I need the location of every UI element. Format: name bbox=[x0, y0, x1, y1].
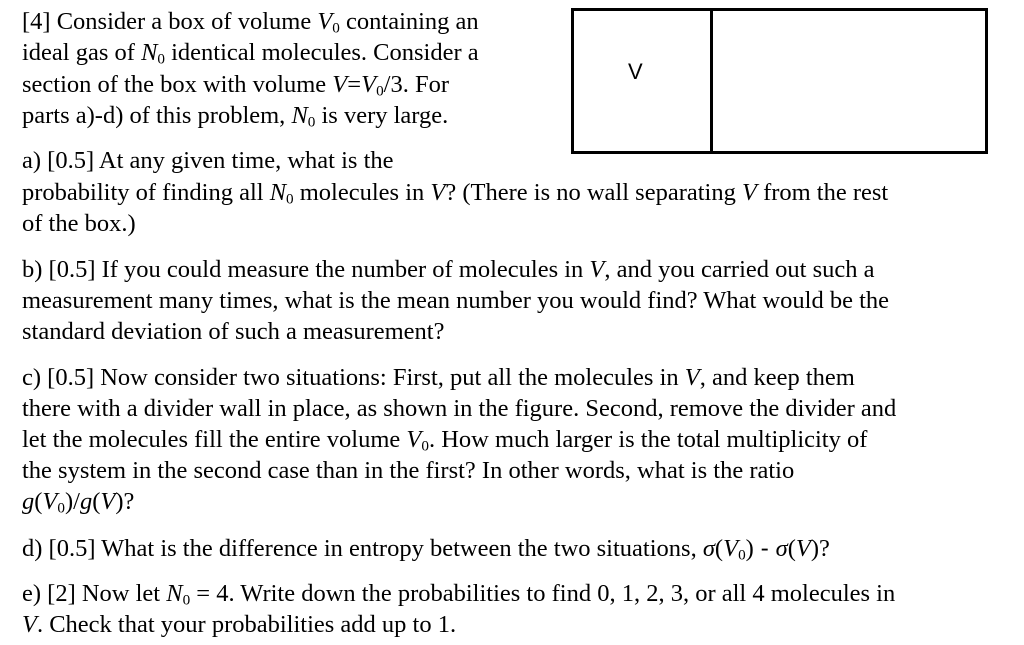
part-a-line-2: probability of finding all $N_0$ molecules in V? (There is no wall separating V from the rest bbox=[22, 179, 889, 208]
part-c-ratio: $g(V_0)/g(V)$? bbox=[22, 488, 135, 517]
figure-v-label: V bbox=[628, 59, 643, 84]
part-a-line-3: of the box.) bbox=[22, 210, 136, 237]
part-c-line-1: c) [0.5] Now consider two situations: First, put all the molecules in V, and keep them bbox=[22, 364, 855, 391]
part-c-line-2: there with a divider wall in place, as shown in the figure. Second, remove the divider and bbox=[22, 395, 897, 422]
part-e-line-1: e) [2] Now let $N_0 = 4$. Write down the probabilities to find 0, 1, 2, 3, or all 4 molecules in bbox=[22, 580, 896, 609]
part-c-line-4: the system in the second case than in the first? In other words, what is the ratio bbox=[22, 457, 795, 484]
part-d-line-1: d) [0.5] What is the difference in entropy between the two situations, $\sigma(V_0) - \sigma(V)$? bbox=[22, 535, 830, 564]
intro-line-2: ideal gas of $N_0$ identical molecules. Consider a bbox=[22, 39, 479, 68]
intro-line-1: [4] Consider a box of volume $V_0$ containing an bbox=[22, 8, 479, 37]
intro-line-4: parts a)-d) of this problem, $N_0$ is very large. bbox=[22, 102, 449, 131]
divider-wall bbox=[710, 11, 713, 151]
part-e-line-2: V. Check that your probabilities add up to 1. bbox=[22, 611, 457, 638]
part-b-line-3: standard deviation of such a measurement? bbox=[22, 318, 445, 345]
part-c-line-3: let the molecules fill the entire volume $V_0$. How much larger is the total multiplicity of bbox=[22, 426, 868, 455]
part-a-line-1: a) [0.5] At any given time, what is the bbox=[22, 147, 394, 174]
box-figure bbox=[571, 8, 988, 154]
part-b-line-1: b) [0.5] If you could measure the number of molecules in V, and you carried out such a bbox=[22, 256, 875, 283]
problem-number: [4] bbox=[22, 8, 51, 35]
part-b-line-2: measurement many times, what is the mean number you would find? What would be the bbox=[22, 287, 890, 314]
intro-line-3: section of the box with volume $V=V_0/3$. For bbox=[22, 71, 449, 100]
